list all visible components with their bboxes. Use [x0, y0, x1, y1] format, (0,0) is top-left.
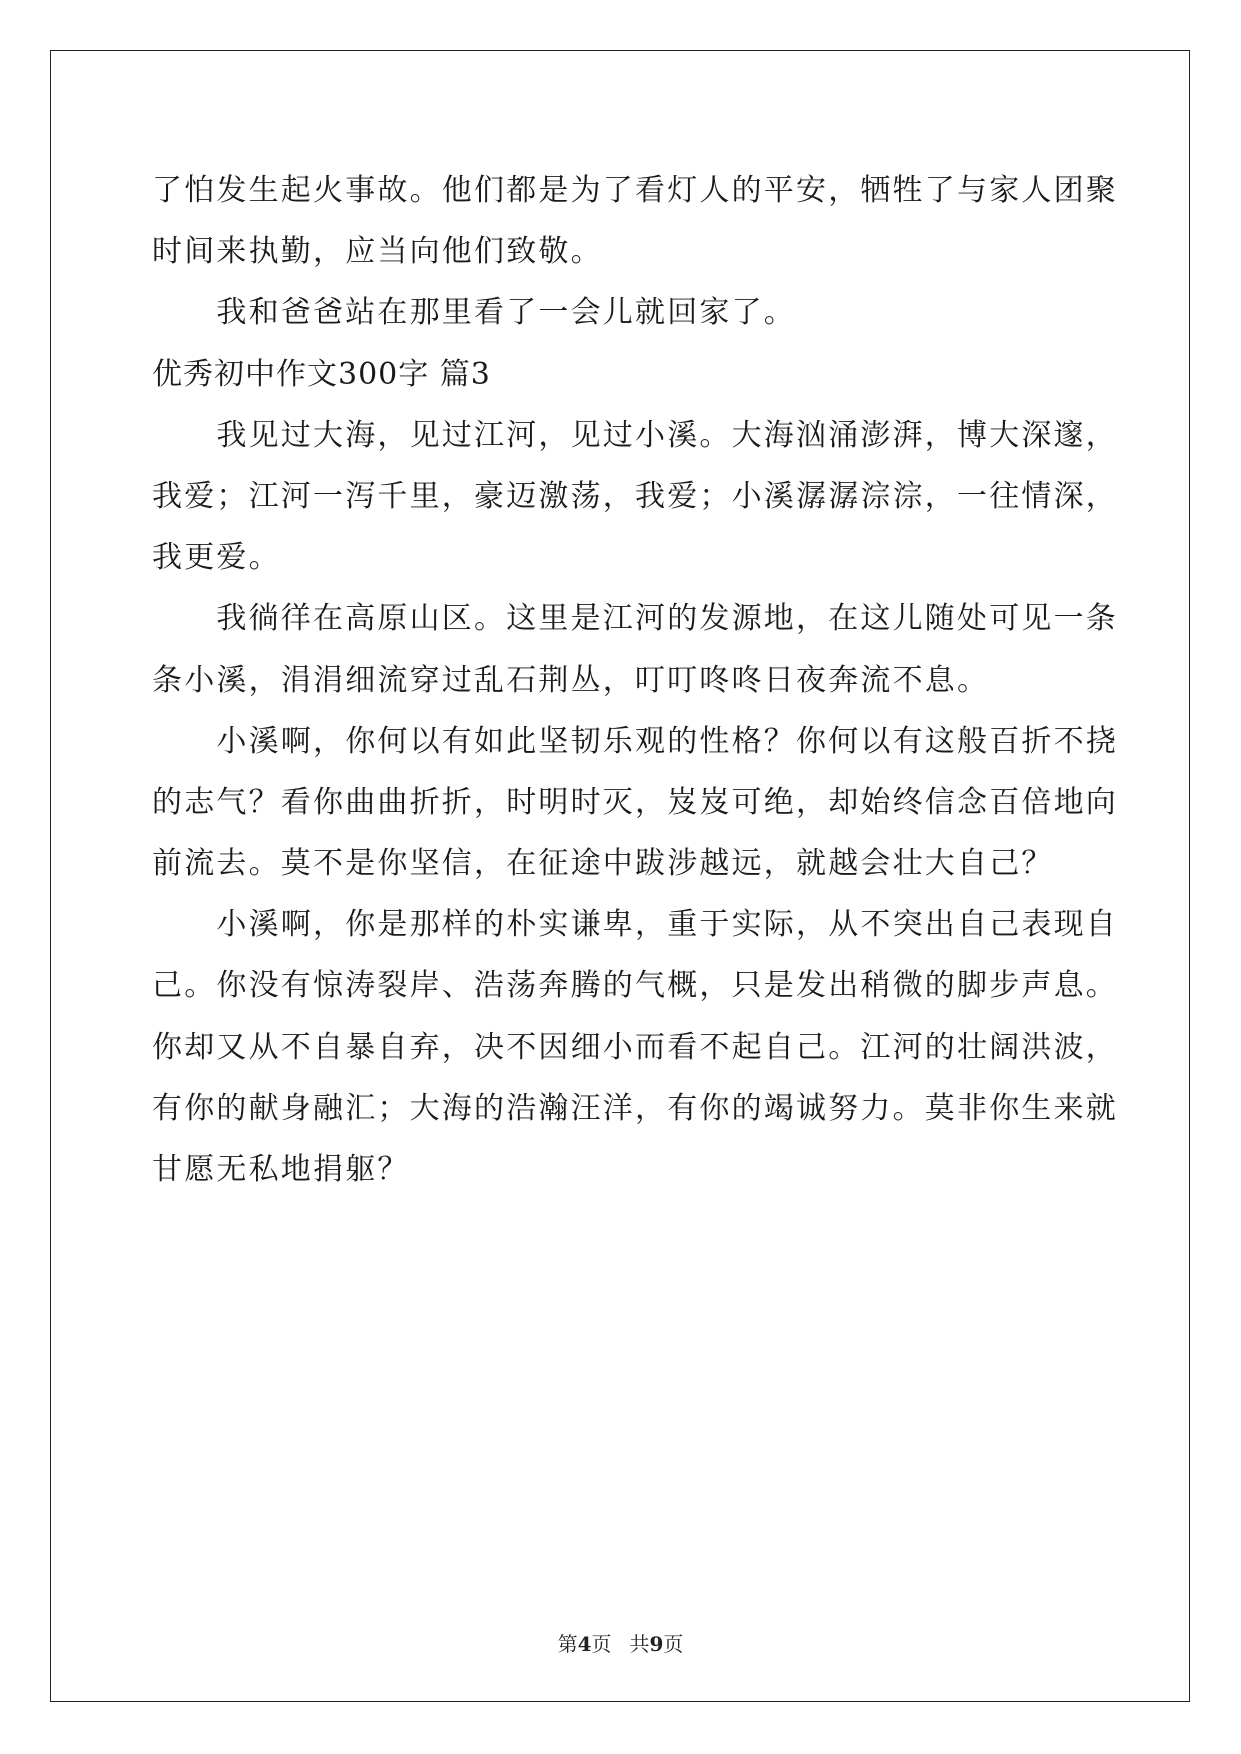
text-line: 条小溪，涓涓细流穿过乱石荆丛，叮叮咚咚日夜奔流不息。 — [152, 662, 990, 698]
current-page-number: 4 — [577, 1632, 592, 1656]
text-line: 我见过大海，见过江河，见过小溪。大海汹涌澎湃，博大深邃， — [152, 417, 1118, 453]
text-line: 小溪啊，你是那样的朴实谦卑，重于实际，从不突出自己表现自 — [152, 907, 1118, 943]
text-line: 我爱；江河一泻千里，豪迈激荡，我爱；小溪潺潺淙淙，一往情深， — [152, 478, 1118, 514]
footer-total-prefix: 共 — [629, 1632, 650, 1656]
footer-prefix: 第 — [557, 1632, 578, 1656]
text-line: 时间来执勤，应当向他们致敬。 — [152, 234, 603, 270]
text-line: 己。你没有惊涛裂岸、浩荡奔腾的气概，只是发出稍微的脚步声息。 — [152, 968, 1118, 1004]
footer-total-unit: 页 — [663, 1632, 684, 1656]
total-page-number: 9 — [649, 1632, 664, 1656]
document-body — [152, 160, 1118, 1200]
text-line: 小溪啊，你何以有如此坚韧乐观的性格？你何以有这般百折不挠 — [152, 723, 1118, 759]
text-line: 有你的献身融汇；大海的浩瀚汪洋，有你的竭诚努力。莫非你生来就 — [152, 1090, 1118, 1126]
page-footer — [0, 1628, 1241, 1657]
text-line: 了怕发生起火事故。他们都是为了看灯人的平安，牺牲了与家人团聚 — [152, 173, 1118, 208]
text-line: 我徜徉在高原山区。这里是江河的发源地，在这儿随处可见一条 — [152, 601, 1118, 637]
section-heading: 优秀初中作文300字 篇3 — [152, 356, 491, 392]
text-line: 甘愿无私地捐躯？ — [152, 1152, 410, 1187]
text-line: 你却又从不自暴自弃，决不因细小而看不起自己。江河的壮阔洪波， — [152, 1029, 1118, 1065]
footer-page-unit: 页 — [591, 1632, 612, 1656]
text-line: 的志气？看你曲曲折折，时明时灭，岌岌可绝，却始终信念百倍地向 — [152, 784, 1118, 820]
text-line: 前流去。莫不是你坚信，在征途中跋涉越远，就越会壮大自己？ — [152, 846, 1054, 882]
text-line: 我和爸爸站在那里看了一会儿就回家了。 — [152, 295, 796, 331]
text-line: 我更爱。 — [152, 540, 281, 576]
